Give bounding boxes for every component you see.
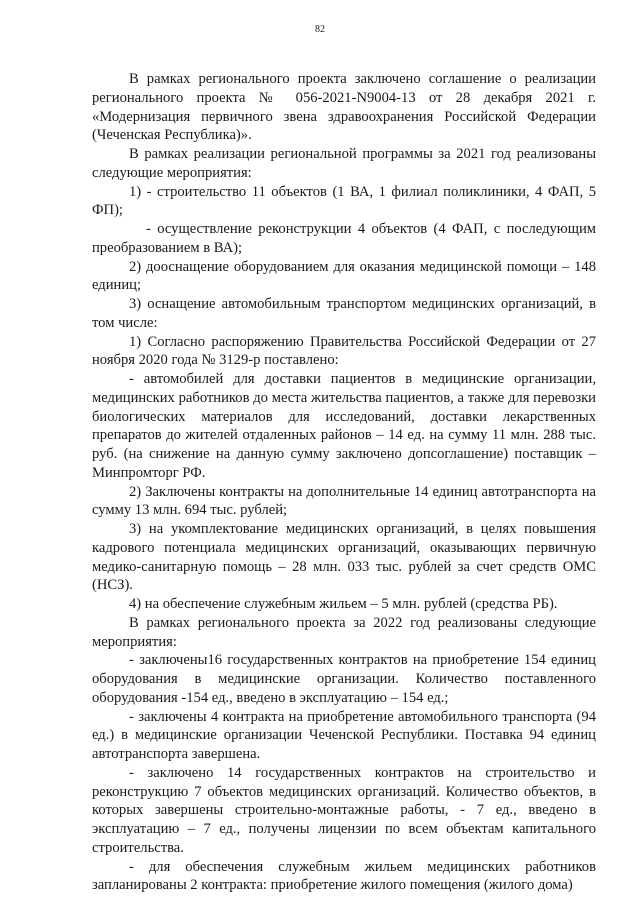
paragraph-2021-intro: В рамках реализации региональной программы за 2021 год реализованы следующие мероприятия:: [92, 146, 596, 181]
paragraph-construction: 1) - строительство 11 объектов (1 ВА, 1 филиал поликлиники, 4 ФАП, 5 ФП);: [92, 183, 596, 219]
paragraph-staffing: 3) на укомплектование медицинских организаций, в целях повышения кадрового потенциала медицинских организаций, оказывающих первичную медико-санитарную помощь – 28 млн. 033 тыс. рублей за счет средств ОМС (НСЗ).: [92, 521, 596, 594]
document-body: [92, 70, 596, 895]
paragraph-housing-funds: 4) на обеспечение служебным жильем – 5 млн. рублей (средства РБ).: [129, 596, 558, 612]
paragraph-agreement: В рамках регионального проекта заключено соглашение о реализации регионального проекта № 056-2021-N9004-13 от 28 декабря 2021 г. «Модернизация первичного звена здравоохранения Российской Федерации (Чеченская Республика)».: [92, 71, 596, 144]
paragraph-equipment: 2) дооснащение оборудованием для оказания медицинской помощи – 148 единиц;: [92, 258, 596, 294]
paragraph-vehicles: - автомобилей для доставки пациентов в медицинские организации, медицинских работников до места жительства пациентов, а также для перевозки биологических материалов для исследований, доставки лекарственных препаратов до жителей отдаленных районов – 14 ед. на сумму 11 млн. 288 тыс. руб. (на снижение на данную сумму заключено допсоглашение) поставщик – Минпромторг РФ.: [92, 371, 596, 481]
paragraph-construction-contracts: - заключено 14 государственных контрактов на строительство и реконструкцию 7 объектов медицинских организаций. Количество объектов, в которых завершены строительно-монтажные работы, - 7 ед., введено в эксплуатацию – 7 ед., получены лицензии по всем объектам капитального строительства.: [92, 764, 596, 856]
paragraph-transport: 3) оснащение автомобильным транспортом медицинских организаций, в том числе:: [92, 296, 596, 331]
paragraph-housing-contracts: - для обеспечения служебным жильем медицинских работников запланированы 2 контракта: приобретение жилого помещения (жилого дома): [92, 858, 596, 894]
paragraph-reconstruction: - осуществление реконструкции 4 объектов (4 ФАП, с последующим преобразованием в ВА);: [92, 221, 596, 256]
paragraph-contracts: 2) Заключены контракты на дополнительные 14 единиц автотранспорта на сумму 13 млн. 694 тыс. рублей;: [92, 483, 596, 519]
paragraph-transport-contracts: - заключены 4 контракта на приобретение автомобильного транспорта (94 ед.) в медицинские организации Чеченской Республики. Поставка 94 единиц автотранспорта завершена.: [92, 708, 596, 762]
paragraph-government-order: 1) Согласно распоряжению Правительства Российской Федерации от 27 ноября 2020 года № 3129-р поставлено:: [92, 333, 596, 369]
paragraph-equipment-contracts: - заключены16 государственных контрактов на приобретение 154 единиц оборудования в медицинские организации. Количество поставленного оборудования -154 ед., введено в эксплуатацию – 154 ед.;: [92, 652, 596, 706]
page-number: 82: [315, 24, 325, 35]
paragraph-2022-intro: В рамках регионального проекта за 2022 год реализованы следующие мероприятия:: [92, 614, 596, 650]
